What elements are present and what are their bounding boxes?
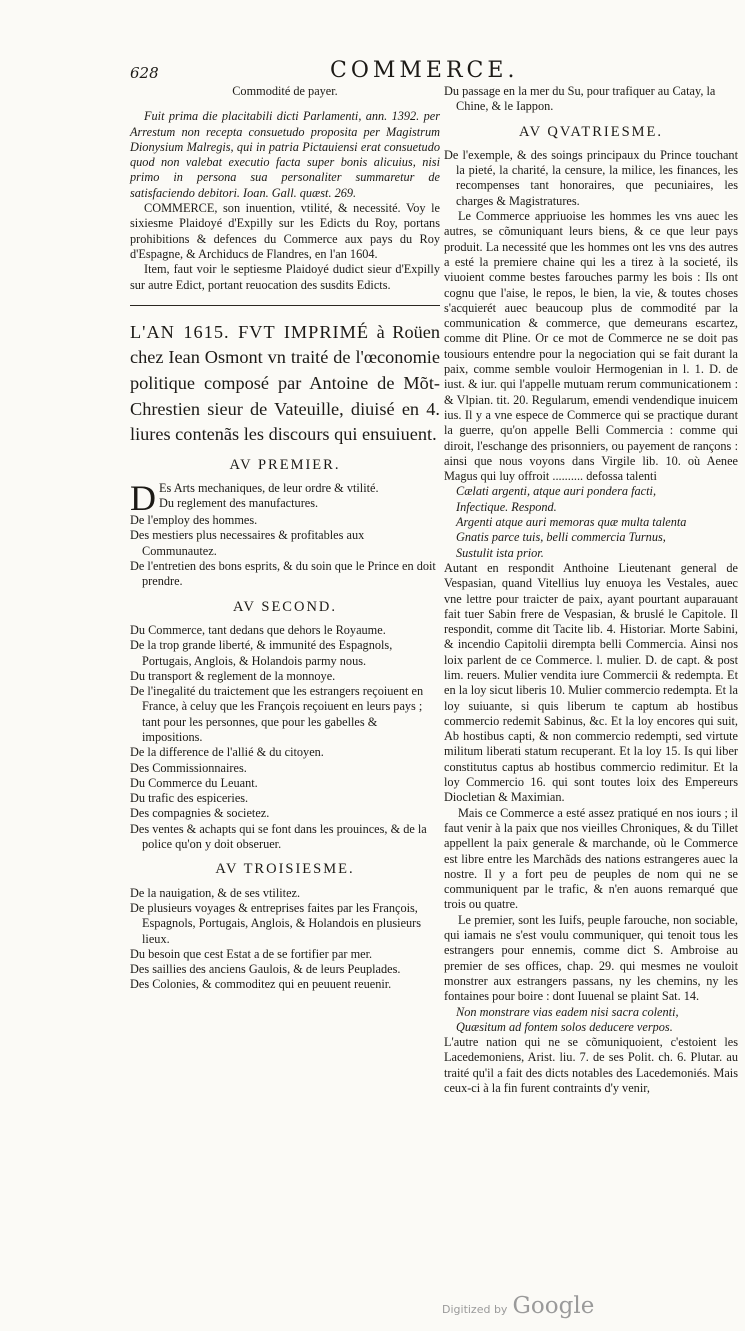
verse-line: Non monstrare vias eadem nisi sacra colenti, — [456, 1004, 679, 1019]
premier-first-item — [130, 481, 440, 513]
list-item: De l'inegalité du traictement que les estrangers reçoiuent en France, à celuy que les François reçoiuent en leurs pays ; tant pour les personnes, que pour les gabelles & impositions. — [130, 684, 424, 744]
latin-citation: Fuit prima die placitabili dicti Parlamenti, ann. 1392. per Arrestum non recepta consuetudo proposita per Magistrum Dionysium Malregis, qui in patria Pictauiensi erat consuetudo quod non valebat executio facta super bonis alicuius, nisi primo in persona sua personaliter summaretur de satisfaciendo debitori. Ioan. Gall. quæst. 269. — [130, 109, 440, 200]
list-item: Des Commissionnaires. — [130, 760, 247, 775]
running-title: COMMERCE. — [330, 58, 519, 83]
page-number: 628 — [130, 64, 159, 82]
premier-title: AV PREMIER. — [229, 456, 341, 473]
verse-line: Cælati argenti, atque auri pondera facti, — [456, 484, 657, 499]
verse-block — [444, 1005, 738, 1036]
drop-cap: D — [130, 481, 156, 514]
announcement — [130, 320, 440, 448]
announcement-lead: L'AN 1615. FVT IMPRIMÉ — [130, 321, 370, 342]
list-item: Du besoin que cest Estat a de se fortifier par mer. — [130, 946, 373, 961]
commerce-paragraph: COMMERCE, son inuention, vtilité, & necessité. Voy le sixiesme Plaidoyé d'Expilly sur les Edicts du Roy, portans prohibitions & defences du Commerce aux pays du Roy d'Espagne, & Archiducs de Flandres, en l'an 1604. — [130, 201, 440, 261]
carry-over-item: Du passage en la mer du Su, pour trafiquer au Catay, la Chine, & le Iappon. — [444, 84, 716, 114]
list-item: De la trop grande liberté, & immunité des Espagnols, Portugais, Anglois, & Holandois parmy nous. — [130, 638, 393, 668]
list-item: Des compagnies & societez. — [130, 806, 270, 821]
verse-line: Quæsitum ad fontem solos deducere verpos. — [456, 1019, 673, 1034]
troisiesme-title: AV TROISIESME. — [215, 861, 355, 878]
premier-first-line: Es Arts mechaniques, de leur ordre & vtilité. — [159, 481, 379, 496]
list-item: Des mestiers plus necessaires & profitables aux Communautez. — [130, 528, 365, 558]
item-paragraph: Item, faut voir le septiesme Plaidoyé dudict sieur d'Expilly sur autre Edict, portant reuocation des susdits Edicts. — [130, 262, 440, 292]
announcement-text: à Roüen chez Iean Osmont vn traité de l'œconomie politique composé par Antoine de Mõt-Chrestien sieur de Vateuille, diuisé en 4. liures contenãs les discours qui ensuiuent. — [130, 321, 440, 445]
second-title: AV SECOND. — [232, 598, 338, 615]
digitized-watermark — [442, 1293, 594, 1319]
premier-second-line: Du reglement des manufactures. — [159, 496, 319, 511]
divider — [130, 305, 440, 306]
list-item: De la difference de l'allié & du citoyen. — [130, 745, 324, 760]
list-item: De l'employ des hommes. — [130, 513, 258, 528]
left-subtitle: Commodité de payer. — [232, 84, 338, 98]
list-item: Du Commerce, tant dedans que dehors le Royaume. — [130, 622, 386, 637]
verse-line: Sustulit ista prior. — [456, 545, 544, 560]
verse-line: Argenti atque auri memoras quæ multa talenta — [456, 515, 687, 530]
right-column — [444, 84, 738, 1096]
second-list — [130, 623, 440, 852]
list-item: Des ventes & achapts qui se font dans les prouinces, & de la police qu'on y doit obseruer. — [130, 821, 427, 852]
list-item: Des Colonies, & commoditez qui en peuuent reuenir. — [130, 977, 392, 992]
list-item: Du Commerce du Leuant. — [130, 775, 258, 790]
list-item: De la nauigation, & de ses vtilitez. — [130, 885, 301, 900]
verse-line: Gnatis parce tuis, belli commercia Turnus, — [456, 530, 666, 545]
troisiesme-list — [130, 886, 440, 993]
list-item: De l'entretien des bons esprits, & du soin que le Prince en doit prendre. — [130, 559, 436, 589]
body-paragraph: Autant en respondit Anthoine Lieutenant general de Vespasian, quand Vitellius luy enuoya les Vestales, auec vne lettre pour traicter de paix, ayant pourtant auparauant fait tuer Sabin frere de Vespasian, & bruslé le Capitole. Il respondit, comme dit Tacite lib. 4. Historiar. Morte Sabini, & incendio Capitolii dirempta belli Commercia. Ainsi nos loix parlent de ce Commerce. l. mulier. D. de capt. & post lim. reuers. Mulier vendita iure Commercii & redempta. Et en la loy sicut liberis 10. Mulier commercio redempta. Et la loy suiuante, si quis liberum te captum ab hostibus commercio redemit Sabinus, &c. Et la loy encores qui suit, Ab hostibus capti, & non commercio redempti, sed virtute militum liberati statum recuperant. Et la loy 15. Is qui liber constitutus captus ab hostibus commercio redimitur. Et la loy Commercio 16. qui sont toutes loix des Empereurs Diocletian & Maximian. — [444, 560, 738, 805]
verse-block — [444, 484, 738, 560]
premier-list — [130, 513, 440, 589]
left-column — [130, 84, 440, 993]
body-paragraph: Le Commerce appriuoise les hommes les vns auec les autres, se cõmuniquant leurs biens, & ce que leur pays produit. La necessité que les hommes ont les vns des autres a esté la premiere chaine qui les a tirez à la societé, ils viuoient comme bestes farouches parmy les bois : Ils ont cognu que l'aise, le repos, le bien, la vie, & toutes choses s'acquierét auec beaucoup plus de commodité par la communication & commerce, que demeurans escartez, comme dit Pline. Or ce mot de Commerce ne se doit pas tousiours entendre pour la negociation qui se fait durant la paix, comme semble vouloir Hermogenian in l. 1. D. de iust. & iur. qui l'appelle mutuam rerum communicationem : & Vlpian. tit. 20. Regularum, emendi vendendique inuicem ius. Il y a vne espece de Commerce qui se practique durant la guerre, qu'on appelle Belli Commercia : comme qui diroit, l'eschange des prisonniers, ou payement de rançons : ainsi que nous voyons dans Virgile lib. 10. où Aenee Magus qui luy offroit .......... defossa talenti — [444, 209, 738, 484]
quatriesme-title: AV QVATRIESME. — [518, 123, 664, 140]
body-paragraph: Mais ce Commerce a esté assez pratiqué en nos iours ; il faut venir à la paix que nos vieilles Chroniques, & du Tillet appellent la paix generale & marchande, où le Commerce est libre entre les Marchãds des nations estrangeres auec la nostre. Il y a fort peu de peuples de nom qui ne se communiquent par le trafic, & n'en auons remarqué que trois ou quatre. — [444, 805, 738, 912]
list-item: Du transport & reglement de la monnoye. — [130, 668, 336, 683]
google-logo: Google — [512, 1293, 595, 1319]
list-item: De plusieurs voyages & entreprises faites par les François, Espagnols, Portugais, Anglois, & Holandois en plusieurs lieux. — [130, 900, 422, 946]
list-item: Du trafic des espiceries. — [130, 791, 249, 806]
body-paragraph: Le premier, sont les Iuifs, peuple farouche, non sociable, qui iamais ne s'est voulu communiquer, qui tenoit tous les estrangers pour ennemis, comme dict S. Ambroise au premier de ses offices, chap. 29. qui mesmes ne vouloit monstrer aux estrangers passans, ny les chemins, ny les fontaines pour boire : dont Iuuenal se plaint Sat. 14. — [444, 912, 738, 1004]
list-item: Des saillies des anciens Gaulois, & de leurs Peuplades. — [130, 962, 401, 977]
digitized-by-text: Digitized by — [442, 1303, 508, 1316]
verse-line: Infectique. Respond. — [456, 499, 557, 514]
quatriesme-item: De l'exemple, & des soings principaux du Prince touchant la pieté, la charité, la censure, la milice, les finances, les recompenses tant honoraires, que pecuniaires, les charges & Magistratures. — [444, 147, 738, 208]
body-paragraph: L'autre nation qui ne se cõmuniquoient, c'estoient les Lacedemoniens, Arist. liu. 7. de ses Polit. ch. 6. Plutar. au traité qu'il a fait des dicts notables des Lacedemoniés. Mais ceux-ci à la fin furent contraints d'y venir, — [444, 1035, 738, 1095]
